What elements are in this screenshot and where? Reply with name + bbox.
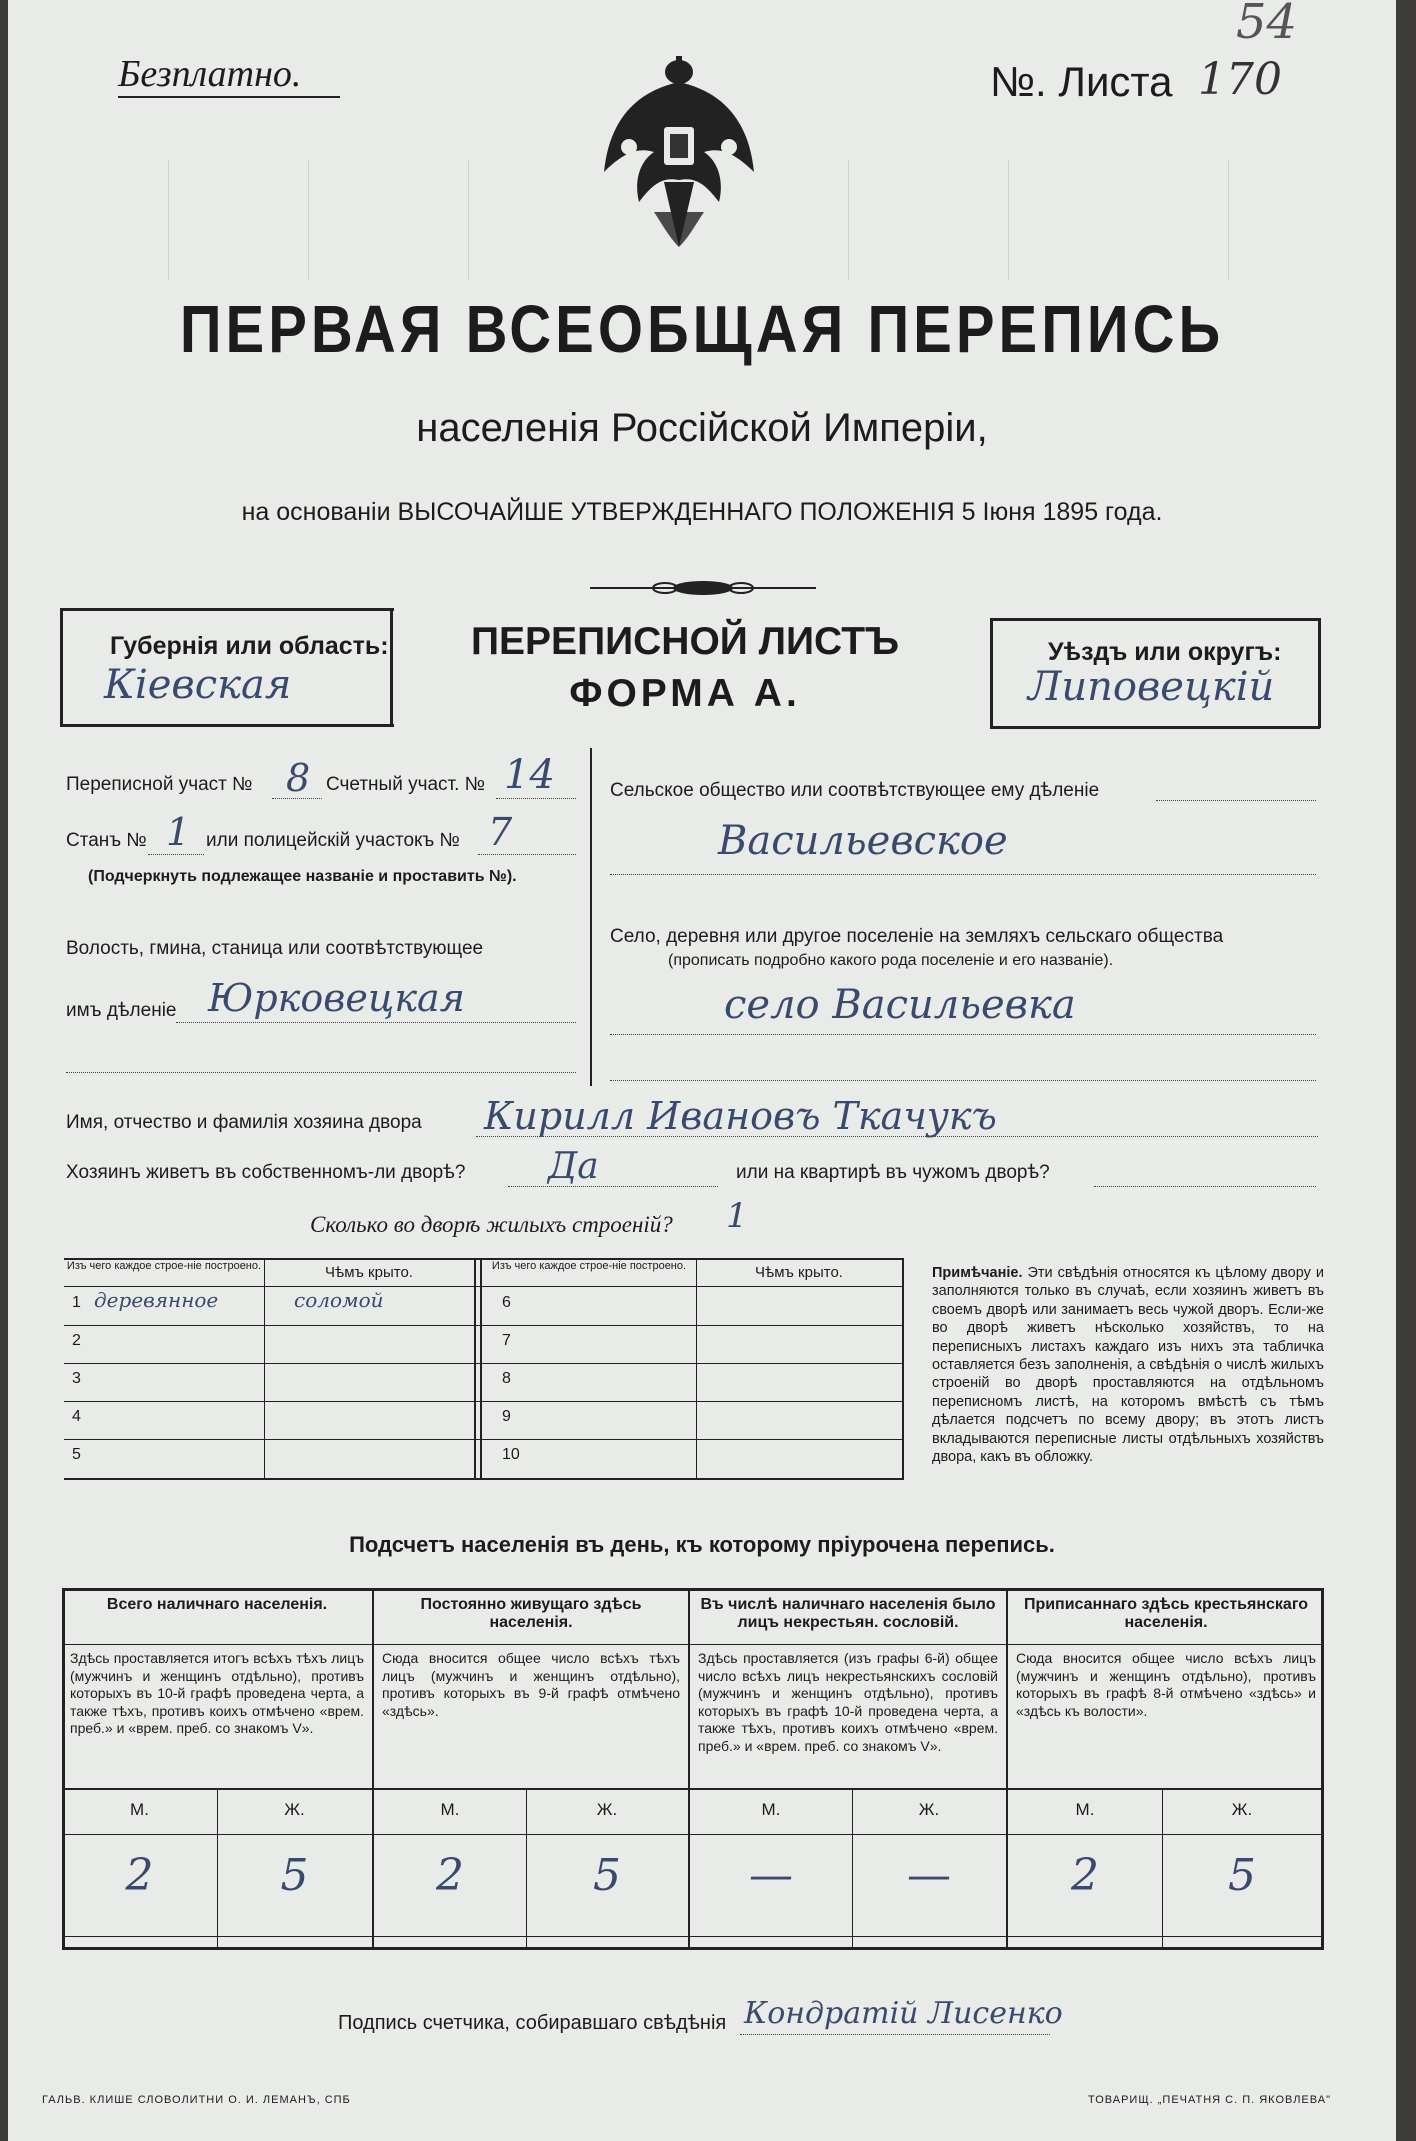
sheet-number-value: 170 — [1198, 54, 1282, 105]
population-col-desc: Здѣсь проставляется итогъ всѣхъ тѣхъ лицъ (мужчинъ и женщинъ отдѣльно), противъ которыхъ въ 10-й графѣ проведена черта, а также тѣхъ, противъ коихъ отмѣчено «врем. преб.» и «врем. преб. со знакомъ V». — [70, 1650, 364, 1736]
printer-right: ТОВАРИЩ. „ПЕЧАТНЯ С. П. ЯКОВЛЕВА" — [1088, 2094, 1331, 2106]
population-col-desc: Здѣсь проставляется (изъ графы 6-й) общее число всѣхъ лицъ некрестьянскихъ сословій (мужчинъ и женщинъ отдѣльно), противъ которыхъ въ графѣ 10-й проведена черта, а также тѣхъ, противъ коихъ отмѣчено «врем. преб.» и «врем. преб. со знакомъ V». — [698, 1650, 998, 1754]
census-district-value: 8 — [286, 756, 311, 800]
buildings-count-value: 1 — [726, 1196, 748, 1236]
subtitle: населенія Россійской Имперіи, — [416, 406, 988, 450]
building-row-number: 7 — [502, 1332, 511, 1349]
building-row-number: 5 — [72, 1446, 81, 1463]
police-label: или полицейскій участокъ № — [206, 830, 460, 851]
female-header: Ж. — [1231, 1800, 1253, 1819]
building-row-number: 10 — [502, 1446, 520, 1463]
building-row-number: 6 — [502, 1294, 511, 1311]
village-value: село Васильевка — [724, 982, 1076, 1028]
signature-label: Подпись счетчика, собиравшаго свѣдѣнія — [338, 2012, 727, 2034]
ornament-divider — [590, 578, 816, 598]
col-material-header-right: Изъ чего каждое строе-ніе построено. — [491, 1260, 687, 1272]
female-header: Ж. — [596, 1800, 618, 1819]
owner-name-value: Кирилл Ивановъ Ткачукъ — [484, 1094, 997, 1138]
buildings-count-label: Сколько во дворѣ жилыхъ строеній? — [310, 1212, 673, 1237]
police-value: 7 — [488, 810, 513, 854]
stan-value: 1 — [166, 810, 191, 854]
col-material-header-left: Изъ чего каждое строе-ніе построено. — [66, 1260, 262, 1272]
buildings-table — [64, 1258, 904, 1480]
own-yard-value: Да — [548, 1146, 599, 1187]
signature-value: Кондратій Лисенко — [744, 1996, 1063, 2031]
volost-label-line2: имъ дѣленіе — [66, 1000, 177, 1021]
female-count: 5 — [1228, 1850, 1256, 1901]
village-note: (прописать подробно какого рода поселеніе и его названіе). — [668, 952, 1114, 969]
free-label: Безплатно. — [118, 53, 302, 95]
population-col-desc: Сюда вносится общее число всѣхъ лицъ (мужчинъ и женщинъ отдѣльно), противъ которыхъ въ графѣ 8-й отмѣчено «здѣсь» и «здѣсь къ волости». — [1016, 1650, 1316, 1719]
female-count: 5 — [280, 1850, 309, 1901]
underline-note: (Подчеркнуть подлежащее названіе и проставить №). — [88, 868, 517, 885]
female-header: Ж. — [284, 1800, 305, 1819]
population-heading: Подсчетъ населенія въ день, къ которому пріурочена перепись. — [349, 1532, 1055, 1557]
building-row-number: 8 — [502, 1370, 511, 1387]
male-count: — — [749, 1850, 793, 1901]
basis-line: на основаніи ВЫСОЧАЙШЕ УТВЕРЖДЕННАГО ПОЛОЖЕНІЯ 5 Іюня 1895 года. — [241, 498, 1163, 526]
building-row-number: 1 — [72, 1294, 81, 1311]
volost-label-line1: Волость, гмина, станица или соотвѣтствующее — [66, 938, 484, 959]
male-header: М. — [1075, 1800, 1095, 1819]
printer-left: ГАЛЬВ. КЛИШЕ СЛОВОЛИТНИ О. И. ЛЕМАНЪ, СПБ — [42, 2094, 351, 2106]
population-col-desc: Сюда вносится общее число всѣхъ тѣхъ лицъ (мужчинъ и женщинъ отдѣльно), противъ которыхъ въ 9-й графѣ отмѣчено «здѣсь». — [382, 1650, 680, 1719]
census-district-label: Переписной участ № — [66, 774, 253, 795]
population-col-title: Въ числѣ наличнаго населенія было лицъ некрестьян. сословій. — [700, 1596, 996, 1631]
rent-label: или на квартирѣ въ чужомъ дворѣ? — [736, 1162, 1050, 1183]
society-label: Сельское общество или соотвѣтствующее ему дѣленіе — [610, 780, 1100, 801]
building-row-number: 3 — [72, 1370, 81, 1387]
own-yard-label: Хозяинъ живетъ въ собственномъ-ли дворѣ? — [66, 1162, 466, 1183]
society-value: Васильевское — [718, 818, 1008, 864]
building-row-number: 4 — [72, 1408, 81, 1425]
corner-number: 54 — [1236, 0, 1298, 50]
counting-district-label: Счетный участ. № — [326, 774, 486, 795]
uezd-value: Липовецкій — [1028, 664, 1275, 710]
counting-district-value: 14 — [504, 752, 555, 798]
male-count: 2 — [436, 1850, 464, 1901]
male-header: М. — [761, 1800, 781, 1819]
building-row-number: 2 — [72, 1332, 81, 1349]
male-header: М. — [440, 1800, 460, 1819]
building-material: деревянное — [94, 1288, 219, 1312]
main-title: ПЕРВАЯ ВСЕОБЩАЯ ПЕРЕПИСЬ — [179, 292, 1225, 367]
note-title: Примѣчаніе. — [932, 1265, 1023, 1281]
col-roof-header-right: Чѣмъ крыто. — [755, 1264, 843, 1281]
volost-value: Юрковецкая — [208, 976, 465, 1020]
female-count: 5 — [593, 1850, 621, 1901]
population-table — [62, 1588, 1324, 1950]
population-col-title: Постоянно живущаго здѣсь населенія. — [420, 1596, 642, 1631]
male-header: М. — [130, 1800, 149, 1819]
uezd-label: Уѣздъ или округъ: — [1048, 638, 1282, 666]
building-roof: соломой — [294, 1288, 384, 1312]
male-count: 2 — [125, 1850, 154, 1901]
female-count: — — [907, 1850, 951, 1901]
form-title: ПЕРЕПИСНОЙ ЛИСТЪ — [471, 620, 899, 663]
village-label: Село, деревня или другое поселеніе на земляхъ сельскаго общества — [610, 926, 1224, 947]
form-subtitle: ФОРМА А. — [569, 672, 801, 715]
buildings-note — [932, 1264, 1324, 1466]
stan-label: Станъ № — [66, 830, 147, 851]
male-count: 2 — [1071, 1850, 1099, 1901]
col-roof-header-left: Чѣмъ крыто. — [325, 1264, 413, 1281]
owner-name-label: Имя, отчество и фамилія хозяина двора — [66, 1112, 422, 1133]
census-sheet — [8, 0, 1396, 2141]
gubernia-value: Кіевская — [104, 662, 292, 708]
bleed-through-marks — [8, 160, 1396, 300]
population-col-title: Всего наличнаго населенія. — [106, 1596, 328, 1613]
population-col-title: Приписаннаго здѣсь крестьянскаго населенія. — [1023, 1596, 1309, 1631]
building-row-number: 9 — [502, 1408, 511, 1425]
sheet-number-label: №. Листа — [990, 58, 1173, 105]
female-header: Ж. — [918, 1800, 940, 1819]
note-text: Эти свѣдѣнія относятся къ цѣлому двору и заполняются только въ случаѣ, если хозяинъ живетъ въ своемъ дворѣ или занимаетъ весь чужой дворъ. Если-же во дворѣ живетъ нѣсколько хозяйствъ, то на переписныхъ листахъ каждаго изъ нихъ эта табличка оставляется безъ заполненія, а свѣдѣнія о числѣ жилыхъ строеній во дворѣ проставляются на отдѣльномъ переписномъ листѣ, на которомъ вмѣстѣ съ тѣмъ дѣлается подсчетъ по всему двору; въ этотъ листъ вкладываются переписные листы отдѣльныхъ хозяйствъ двора, какъ въ обложку. — [932, 1265, 1324, 1466]
gubernia-label: Губернія или область: — [110, 632, 389, 660]
